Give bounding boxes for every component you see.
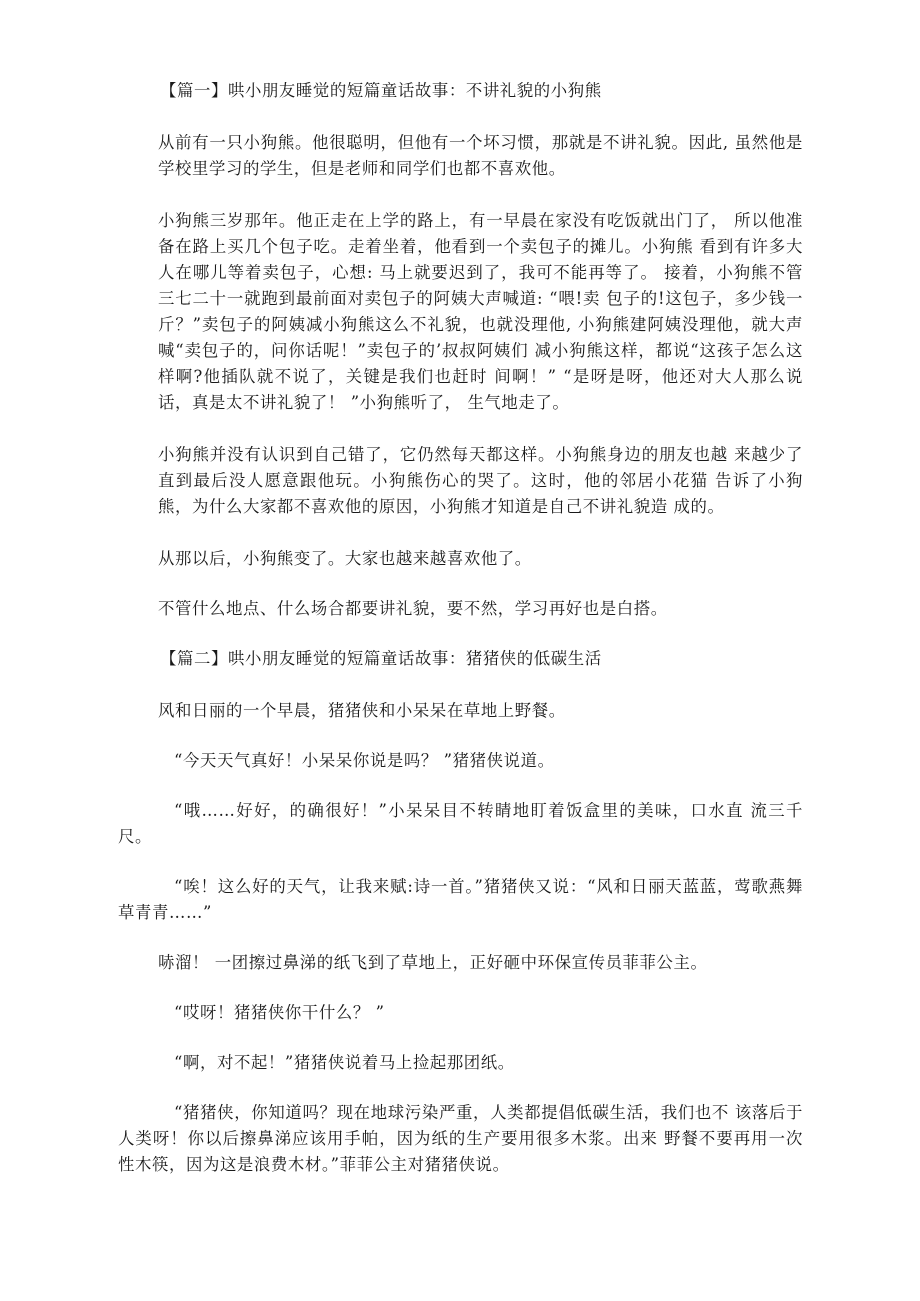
dialogue-line: “唉！这么好的天气，让我来赋:诗一首。”猪猪侠又说：“风和日丽天蓝蓝，莺歌燕舞草青青……” bbox=[118, 877, 803, 922]
dialogue-line: “今天天气真好！小呆呆你说是吗？ ”猪猪侠说道。 bbox=[174, 751, 555, 770]
dialogue-line: “哎呀！猪猪侠你干什么？ ” bbox=[174, 1003, 385, 1022]
paragraph: 小狗熊三岁那年。他正走在上学的路上，有一早晨在家没有吃饭就出门了， 所以他准备在路上买几个包子吃。走着坐着，他看到一个卖包子的摊儿。小狗熊 看到有许多大人在哪儿等着卖包子，心想: 马上就要迟到了，我可不能再等了。 接着，小狗熊不管三七二十一就跑到最前面对卖包子的阿姨大声喊道: “喂!卖 包子的!这包子，多少钱一斤？”卖包子的阿姨减小狗熊这么不礼貌，也就没理他, 小狗熊建阿姨没理他，就大声喊“卖包子的，问你话呢！”卖包子的’叔叔阿姨们 减小狗熊这样，都说“这孩子怎么这样啊?他插队就不说了，关键是我们也赶时 间啊！” “是呀是呀，他还对大人那么说话，真是太不讲礼貌了！ ”小狗熊听了， 生气地走了。 bbox=[158, 211, 803, 412]
paragraph: 风和日丽的一个早晨，猪猪侠和小呆呆在草地上野餐。 bbox=[158, 701, 566, 720]
section-title-1: 【篇一】哄小朋友睡觉的短篇童话故事：不讲礼貌的小狗熊 bbox=[160, 81, 602, 100]
paragraph: 不管什么地点、什么场合都要讲礼貌，要不然，学习再好也是白搭。 bbox=[158, 599, 668, 618]
paragraph: 哧溜！ 一团擦过鼻涕的纸飞到了草地上，正好砸中环保宣传员菲菲公主。 bbox=[158, 953, 708, 972]
paragraph: 小狗熊并没有认识到自己错了，它仍然每天都这样。小狗熊身边的朋友也越 来越少了直到最后没人愿意跟他玩。小狗熊伤心的哭了。这时，他的邻居小花猫 告诉了小狗熊，为什么大家都不喜欢他的原因，小狗熊才知道是自己不讲礼貌造 成的。 bbox=[158, 445, 803, 516]
dialogue-line: “啊，对不起！”猪猪侠说着马上捡起那团纸。 bbox=[174, 1053, 515, 1072]
document-body bbox=[118, 78, 803, 1178]
dialogue-line: “哦……好好，的确很好！”小呆呆目不转睛地盯着饭盒里的美味，口水直 流三千尺。 bbox=[118, 801, 803, 846]
paragraph: 从前有一只小狗熊。他很聪明，但他有一个坏习惯，那就是不讲礼貌。因此, 虽然他是学校里学习的学生，但是老师和同学们也都不喜欢他。 bbox=[158, 133, 803, 178]
section-title-2: 【篇二】哄小朋友睡觉的短篇童话故事：猪猪侠的低碳生活 bbox=[160, 649, 602, 668]
dialogue-line: “猪猪侠，你知道吗？现在地球污染严重，人类都提倡低碳生活，我们也不 该落后于人类呀！你以后擦鼻涕应该用手帕，因为纸的生产要用很多木浆。出来 野餐不要再用一次性木筷，因为这是浪费木材。”菲菲公主对猪猪侠说。 bbox=[118, 1103, 803, 1174]
paragraph: 从那以后，小狗熊变了。大家也越来越喜欢他了。 bbox=[158, 549, 532, 568]
